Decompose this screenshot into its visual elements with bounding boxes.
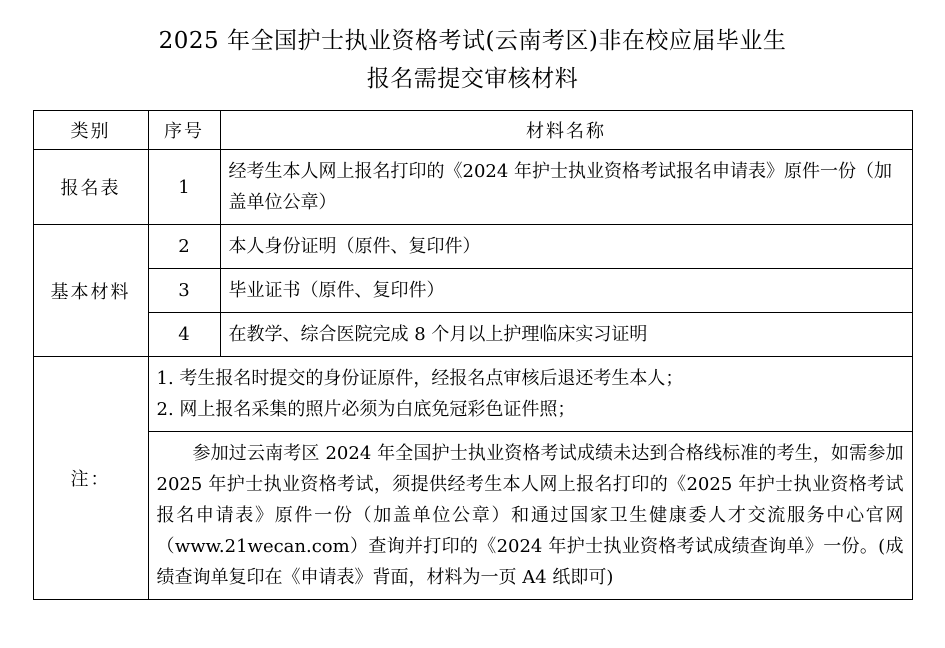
note-item-2: 2. 网上报名采集的照片必须为白底免冠彩色证件照； [156, 399, 576, 420]
note-paragraph: 参加过云南考区 2024 年全国护士执业资格考试成绩未达到合格线标准的考生，如需参加 2025 年护士执业资格考试，须提供经考生本人网上报名打印的《2025 年护士执业资格考试报名申请表》原件一份（加盖单位公章）和通过国家卫生健康委人才交流服务中心官网（www.21wecan.com）查询并打印的《2024 年护士执业资格考试成绩查询单》一份。(成绩查询单复印在《申请表》背面，材料为一页 A4 纸即可) [148, 432, 912, 600]
column-header-material: 材料名称 [220, 111, 912, 150]
page-title-line-2: 报名需提交审核材料 [366, 66, 579, 92]
row-category-1: 基本材料 [33, 225, 148, 357]
row-material-0: 经考生本人网上报名打印的《2024 年护士执业资格考试报名申请表》原件一份（加盖单位公章） [220, 150, 912, 225]
table-row [33, 225, 912, 269]
page-title-line-1: 2025 年全国护士执业资格考试(云南考区)非在校应届毕业生 [158, 28, 787, 54]
row-number-2: 3 [148, 269, 220, 313]
page-title [0, 22, 945, 98]
table-row [33, 313, 912, 357]
row-number-1: 2 [148, 225, 220, 269]
row-number-0: 1 [148, 150, 220, 225]
materials-table [33, 110, 913, 600]
row-number-3: 4 [148, 313, 220, 357]
row-category-0: 报名表 [33, 150, 148, 225]
note-item-1: 1. 考生报名时提交的身份证原件，经报名点审核后退还考生本人； [156, 368, 684, 389]
note-row-paragraph [33, 432, 912, 600]
note-row-items [33, 357, 912, 432]
column-header-number: 序号 [148, 111, 220, 150]
row-material-2: 毕业证书（原件、复印件） [220, 269, 912, 313]
note-items [148, 357, 912, 432]
row-material-3: 在教学、综合医院完成 8 个月以上护理临床实习证明 [220, 313, 912, 357]
row-material-1: 本人身份证明（原件、复印件） [220, 225, 912, 269]
table-row [33, 269, 912, 313]
table-row [33, 150, 912, 225]
column-header-category: 类别 [33, 111, 148, 150]
note-label: 注： [33, 357, 148, 600]
table-header-row [33, 111, 912, 150]
